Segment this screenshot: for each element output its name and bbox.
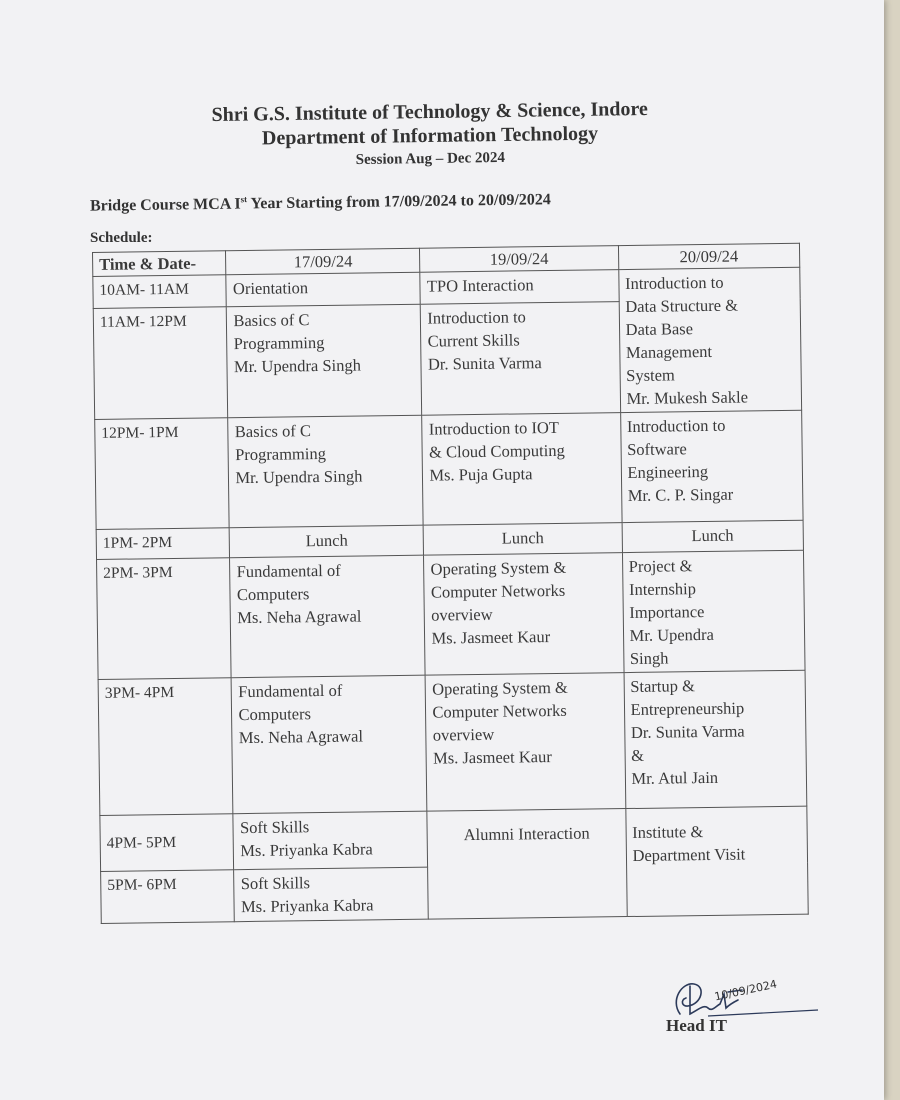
cell-line: Institute & xyxy=(632,822,704,842)
session-cell xyxy=(233,811,428,870)
lunch-cell: Lunch xyxy=(424,523,623,556)
session-cell xyxy=(228,415,423,528)
cell-line: Soft Skills xyxy=(240,873,311,894)
cell-line: overview xyxy=(432,724,495,745)
cell-line: Ms. Jasmeet Kaur xyxy=(431,627,551,648)
session-cell xyxy=(420,270,619,304)
time-cell: 5PM- 6PM xyxy=(101,870,235,924)
cell-line: & xyxy=(631,745,645,765)
cell-line: Operating System & xyxy=(430,557,567,579)
session-cell xyxy=(234,867,429,922)
course-title-suffix: Year Starting from 17/09/2024 to 20/09/2024 xyxy=(247,191,551,213)
signatory-title: Head IT xyxy=(666,1016,727,1035)
cell-line: Soft Skills xyxy=(239,817,310,838)
cell-line: Ms. Priyanka Kabra xyxy=(240,839,373,861)
cell-line: Orientation xyxy=(232,278,309,299)
lunch-cell: Lunch xyxy=(622,520,804,552)
time-cell: 11AM- 12PM xyxy=(93,306,228,419)
table-row xyxy=(97,550,806,679)
cell-line: Programming xyxy=(235,443,327,465)
session-cell xyxy=(425,673,625,812)
session-cell xyxy=(624,670,807,808)
schedule-table-wrapper xyxy=(92,243,809,924)
cell-line: Singh xyxy=(629,648,669,668)
cell-line: Project & xyxy=(628,556,693,577)
cell-line: Dr. Sunita Varma xyxy=(630,721,745,742)
cell-line: Programming xyxy=(233,332,325,353)
session-cell xyxy=(422,413,622,526)
course-title-prefix: Bridge Course MCA I xyxy=(89,195,241,215)
cell-line: System xyxy=(626,365,675,386)
cell-line: Fundamental of xyxy=(236,560,341,582)
course-title-superscript: st xyxy=(240,194,248,205)
institute-name: Shri G.S. Institute of Technology & Science, Indore xyxy=(211,97,648,127)
column-header-date-3: 20/09/24 xyxy=(618,243,800,269)
cell-line: Ms. Neha Agrawal xyxy=(238,726,364,748)
column-header-time: Time & Date- xyxy=(93,251,227,277)
cell-line: overview xyxy=(431,604,493,625)
session-cell xyxy=(424,553,624,676)
session-cell xyxy=(625,806,808,916)
cell-line: & Cloud Computing xyxy=(428,440,565,462)
cell-line: Software xyxy=(627,439,687,460)
cell-line: Entrepreneurship xyxy=(630,698,745,719)
cell-line: Introduction to IOT xyxy=(428,417,560,439)
cell-line: Mr. Upendra xyxy=(629,624,715,645)
schedule-table xyxy=(92,243,809,924)
cell-line: Management xyxy=(625,341,713,363)
cell-line: Basics of C xyxy=(234,421,312,442)
cell-line: Ms. Priyanka Kabra xyxy=(240,895,374,917)
session-line: Session Aug – Dec 2024 xyxy=(355,149,506,169)
table-row xyxy=(100,806,808,871)
document-header xyxy=(120,96,741,175)
cell-line: Engineering xyxy=(627,461,709,483)
cell-line: Mr. Atul Jain xyxy=(631,767,719,788)
time-cell: 12PM- 1PM xyxy=(95,418,230,530)
session-cell xyxy=(622,550,805,672)
cell-line: Importance xyxy=(629,602,705,622)
session-cell xyxy=(230,555,426,678)
cell-line: Mr. Mukesh Sakle xyxy=(626,387,749,409)
cell-line: Department Visit xyxy=(632,844,746,865)
cell-line: Mr. Upendra Singh xyxy=(235,466,363,488)
cell-line: Introduction to xyxy=(427,306,526,328)
cell-line: Data Structure & xyxy=(625,295,739,317)
cell-line: Computers xyxy=(238,704,312,725)
cell-line: Internship xyxy=(628,579,697,599)
cell-line: Alumni Interaction xyxy=(463,823,590,845)
column-header-date-1: 17/09/24 xyxy=(226,248,420,275)
cell-line: Startup & xyxy=(630,676,696,696)
schedule-label: Schedule: xyxy=(90,230,153,246)
table-row xyxy=(95,410,803,529)
department-name: Department of Information Technology xyxy=(261,122,599,150)
cell-line: Ms. Jasmeet Kaur xyxy=(432,747,552,768)
session-cell xyxy=(421,301,621,415)
time-cell: 3PM- 4PM xyxy=(98,678,233,816)
time-cell: 10AM- 11AM xyxy=(93,275,227,308)
cell-line: Current Skills xyxy=(427,329,520,351)
time-cell: 1PM- 2PM xyxy=(96,528,230,560)
lunch-cell: Lunch xyxy=(230,525,424,558)
column-header-date-2: 19/09/24 xyxy=(420,246,618,273)
time-cell: 4PM- 5PM xyxy=(100,814,234,872)
cell-line: Operating System & xyxy=(432,677,568,699)
cell-line: Introduction to xyxy=(624,272,724,294)
cell-line: Fundamental of xyxy=(238,680,343,702)
course-title xyxy=(90,188,710,216)
session-cell xyxy=(232,675,428,814)
session-cell xyxy=(618,267,801,412)
cell-line: Basics of C xyxy=(233,309,310,330)
cell-line: Computer Networks xyxy=(432,700,567,722)
session-cell xyxy=(226,272,420,306)
cell-line: Ms. Neha Agrawal xyxy=(237,606,362,628)
cell-line: Mr. Upendra Singh xyxy=(233,355,362,376)
session-cell xyxy=(227,304,422,418)
cell-line: Introduction to xyxy=(626,415,726,437)
session-cell xyxy=(620,410,803,522)
cell-line: TPO Interaction xyxy=(426,275,534,296)
session-cell xyxy=(427,809,627,920)
cell-line: Data Base xyxy=(625,319,694,340)
time-cell: 2PM- 3PM xyxy=(97,558,232,680)
cell-line: Computer Networks xyxy=(430,580,566,602)
cell-line: Dr. Sunita Varma xyxy=(427,352,542,374)
signature-date: 10/09/2024 xyxy=(713,977,779,1004)
cell-line: Ms. Puja Gupta xyxy=(429,464,533,485)
cell-line: Mr. C. P. Singar xyxy=(627,484,734,506)
table-row xyxy=(98,670,807,815)
cell-line: Computers xyxy=(236,584,310,605)
